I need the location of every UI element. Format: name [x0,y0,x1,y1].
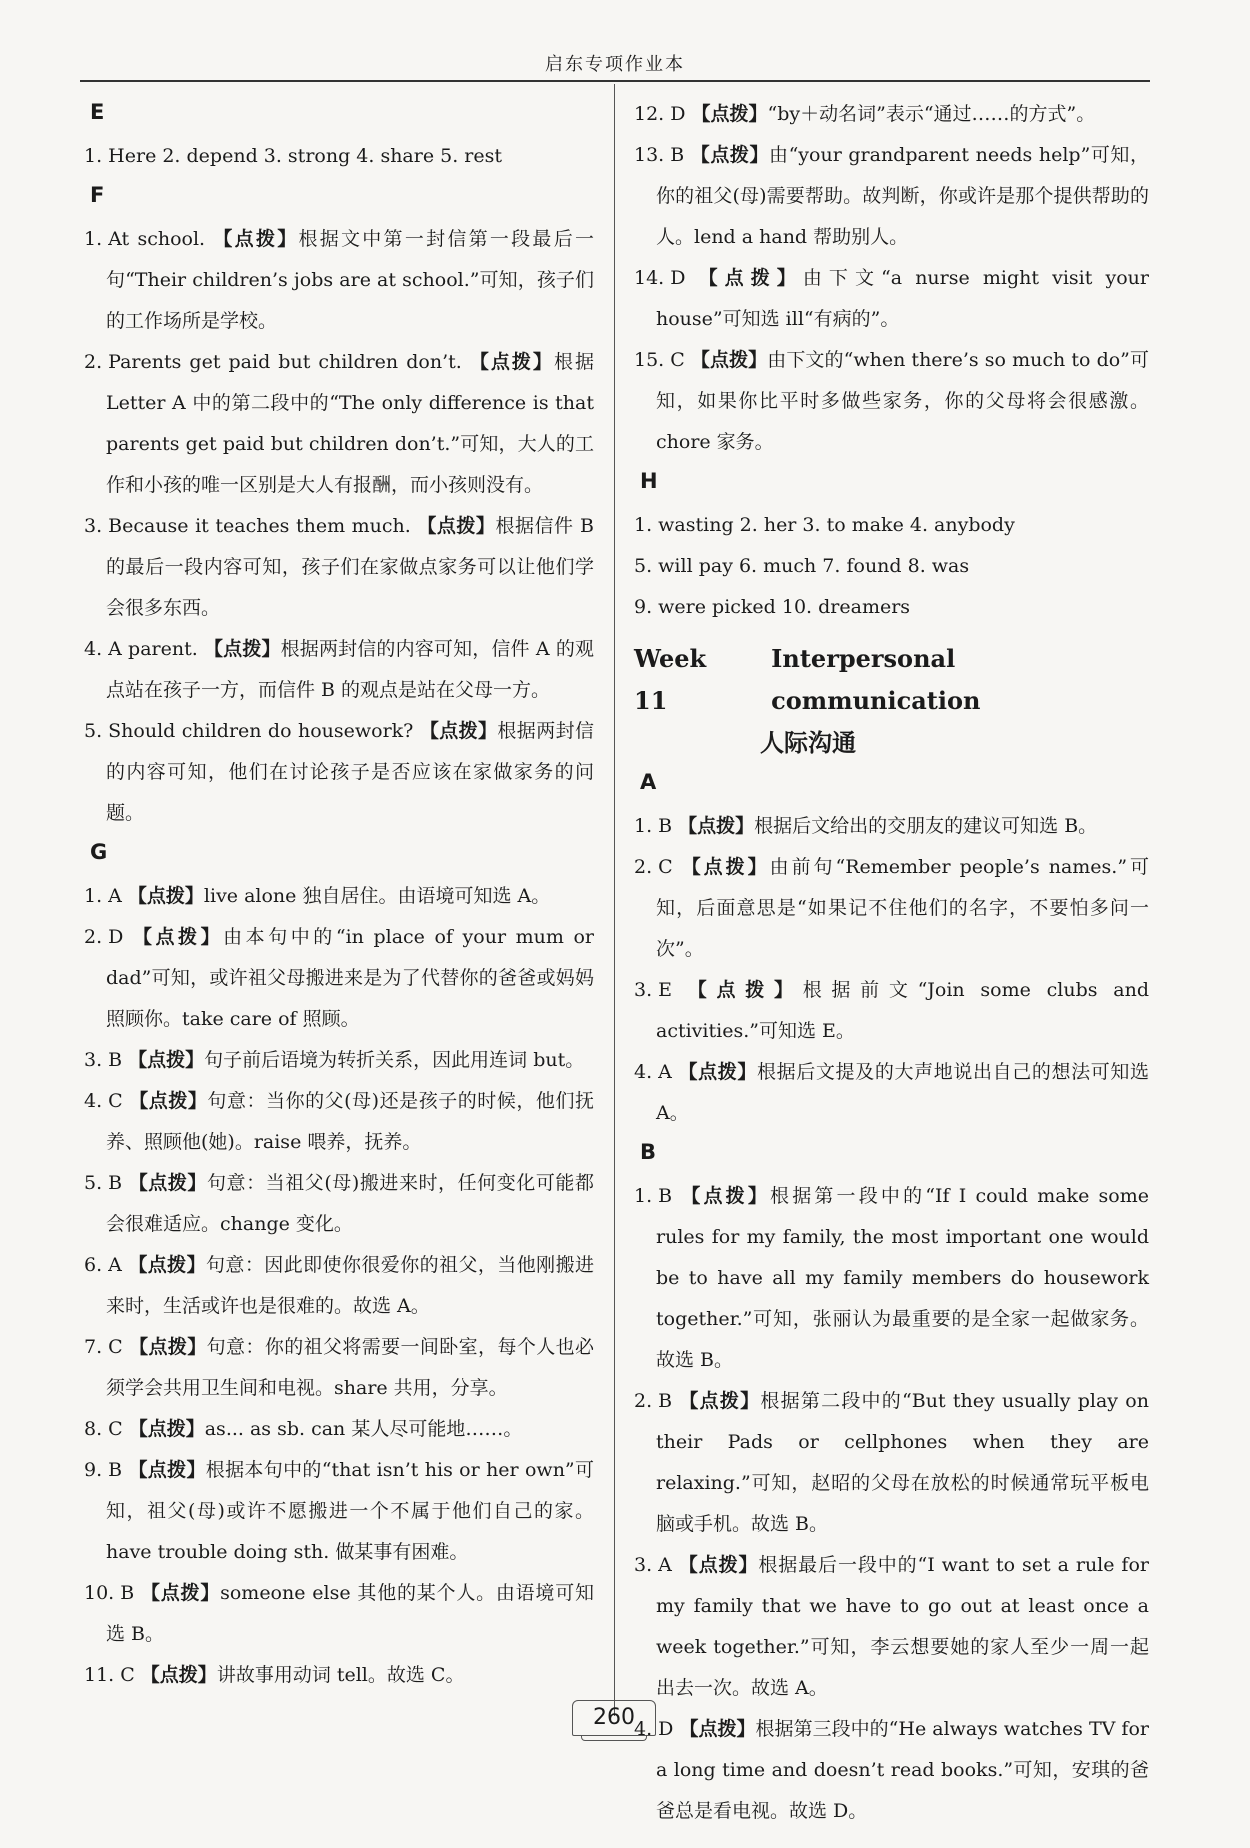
answer-number: 3. [634,979,653,1001]
hint-tag: 【点拨】 [204,638,281,660]
answer-number: 4. [84,638,103,660]
answer-item [84,1655,594,1696]
answer-explanation: 句意：你的祖父将需要一间卧室，每个人也必须学会共用卫生间和电视。share 共用，分享。 [106,1336,594,1399]
answer-item [634,806,1149,847]
hint-tag: 【点拨】 [469,351,554,373]
answer-explanation: 句意：当你的父(母)还是孩子的时候，他们抚养、照顾他(她)。raise 喂养，抚养。 [106,1090,594,1153]
answer-item [634,1381,1149,1545]
hint-tag: 【点拨】 [698,267,803,289]
answer-choice: B [658,1390,680,1412]
answer-choice: D [670,267,699,289]
answer-item [84,506,594,629]
answer-item [634,1545,1149,1709]
answer-explanation: live alone 独自居住。由语境可知选 A。 [203,885,551,907]
answer-item [84,711,594,834]
right-column [634,94,1149,1832]
answer-item [84,342,594,506]
answer-choice: A [658,1061,679,1083]
section-label-e: E [90,100,105,124]
answer-number: 14. [634,267,665,289]
answer-explanation: 句意：因此即使你很爱你的祖父，当他刚搬进来时，生活或许也是很难的。故选 A。 [106,1254,594,1317]
hint-tag: 【点拨】 [132,926,224,948]
answer-choice: C [108,1418,129,1440]
section-label-g: G [90,840,108,864]
answer-item [634,847,1149,970]
answer-explanation: 根据第一段中的“If I could make some rules for my family, the most important one would be to have all my family members do housework together.”可知，张丽认为最重要的是全家一起做家务。故选 B。 [656,1185,1149,1371]
section-b-list [634,1176,1149,1832]
answer-choice: Parents get paid but children don’t. [108,351,470,373]
answer-number: 13. [634,144,665,166]
answer-choice: A parent. [108,638,204,660]
answer-number: 5. [84,1172,103,1194]
answer-choice: B [658,1185,682,1207]
section-h-line-1: 1. wasting 2. her 3. to make 4. anybody [634,514,1015,536]
answer-number: 12. [634,103,665,125]
header-title: 启东专项作业本 [545,54,685,75]
answer-item [634,340,1149,463]
hint-tag: 【点拨】 [687,979,803,1001]
answer-item [84,917,594,1040]
answer-choice: C [670,349,691,371]
answer-item [84,1163,594,1245]
answer-number: 1. [634,815,653,837]
answer-item [84,219,594,342]
answer-item [84,876,594,917]
answer-item [84,1040,594,1081]
week-title: Interpersonal communication [771,644,981,715]
answer-number: 7. [84,1336,103,1358]
answer-number: 2. [84,351,103,373]
answer-number: 1. [84,228,103,250]
answer-number: 2. [84,926,103,948]
hint-tag: 【点拨】 [678,1554,759,1576]
section-g-continued-list [634,94,1149,463]
answer-item [634,135,1149,258]
section-h-line-2: 5. will pay 6. much 7. found 8. was [634,555,970,577]
answer-explanation: 句意：当祖父(母)搬进来时，任何变化可能都会很难适应。change 变化。 [106,1172,594,1235]
answer-number: 9. [84,1459,103,1481]
answer-number: 4. [634,1718,653,1740]
answer-explanation: 由“your grandparent needs help”可知，你的祖父(母)需要帮助。故判断，你或许是那个提供帮助的人。lend a hand 帮助别人。 [656,144,1149,248]
answer-explanation: 根据文中第一封信第一段最后一句“Their children’s jobs are at school.”可知，孩子们的工作场所是学校。 [106,228,594,332]
answer-choice: Should children do housework? [108,720,420,742]
answer-item [84,1573,594,1655]
answer-choice: Because it teaches them much. [108,515,418,537]
answer-number: 3. [634,1554,653,1576]
answer-item [634,1176,1149,1381]
hint-tag: 【点拨】 [679,1390,761,1412]
answer-number: 1. [634,1185,653,1207]
answer-item [84,1081,594,1163]
hint-tag: 【点拨】 [128,1172,207,1194]
answer-choice: B [108,1049,129,1071]
answer-explanation: 根据前文“Join some clubs and activities.”可知选 E。 [656,979,1149,1042]
answer-choice: C [108,1090,130,1112]
answer-choice: At school. [108,228,214,250]
answer-explanation: 根据 Letter A 中的第二段中的“The only difference is that parents get paid but children don’t.”可知，大人的工作和小孩的唯一区别是大人有报酬，而小孩则没有。 [106,351,594,496]
section-label-h: H [640,469,658,493]
answer-choice: B [108,1459,129,1481]
hint-tag: 【点拨】 [129,1336,207,1358]
section-g-list [84,876,594,1696]
answer-choice: D [670,103,692,125]
answer-explanation: 由下文的“when there’s so much to do”可知，如果你比平时多做些家务，你的父母将会很感激。chore 家务。 [656,349,1149,453]
section-e-answers: 1. Here 2. depend 3. strong 4. share 5. rest [84,145,503,167]
hint-tag: 【点拨】 [419,720,498,742]
hint-tag: 【点拨】 [141,1582,221,1604]
answer-explanation: 句子前后语境为转折关系，因此用连词 but。 [204,1049,585,1071]
answer-number: 1. [84,885,103,907]
answer-explanation: 根据后文提及的大声地说出自己的想法可知选 A。 [656,1061,1149,1124]
hint-tag: 【点拨】 [681,1185,771,1207]
section-label-f: F [90,183,105,207]
week-heading [634,638,1149,764]
answer-explanation: 根据两封信的内容可知，他们在讨论孩子是否应该在家做家务的问题。 [106,720,594,824]
answer-item [84,1409,594,1450]
hint-tag: 【点拨】 [128,1254,207,1276]
answer-choice: A [108,885,128,907]
answer-explanation: 根据本句中的“that isn’t his or her own”可知，祖父(母)或许不愿搬进一个不属于他们自己的家。have trouble doing sth. 做某事有困难。 [106,1459,594,1563]
answer-explanation: 根据最后一段中的“I want to set a rule for my family that we have to go out at least once a week together.”可知，李云想要她的家人至少一周一起出去一次。故选 A。 [656,1554,1149,1699]
answer-choice: D [658,1718,680,1740]
answer-number: 15. [634,349,665,371]
answer-number: 3. [84,515,103,537]
answer-explanation: 由下文“a nurse might visit your house”可知选 ill“有病的”。 [656,267,1149,330]
answer-choice: B [658,815,679,837]
answer-explanation: 根据两封信的内容可知，信件 A 的观点站在孩子一方，而信件 B 的观点是站在父母一方。 [106,638,594,701]
hint-tag: 【点拨】 [128,1418,205,1440]
week-number: Week 11 [634,644,707,715]
answer-explanation: 根据第三段中的“He always watches TV for a long time and doesn’t read books.”可知，安琪的爸爸总是看电视。故选 D。 [656,1718,1149,1822]
hint-tag: 【点拨】 [690,349,768,371]
answer-choice: A [658,1554,679,1576]
hint-tag: 【点拨】 [679,1718,756,1740]
hint-tag: 【点拨】 [128,1459,206,1481]
answer-choice: B [108,1172,129,1194]
answer-item [634,1709,1149,1832]
hint-tag: 【点拨】 [417,515,496,537]
hint-tag: 【点拨】 [678,815,755,837]
answer-item [634,94,1149,135]
hint-tag: 【点拨】 [691,103,768,125]
hint-tag: 【点拨】 [129,1090,208,1112]
answer-explanation: “by＋动名词”表示“通过……的方式”。 [767,103,1096,125]
answer-choice: C [658,856,682,878]
answer-number: 3. [84,1049,103,1071]
answer-choice: E [658,979,688,1001]
answer-number: 5. [84,720,103,742]
answer-number: 4. [634,1061,653,1083]
answer-item [84,1245,594,1327]
section-a-list [634,806,1149,1134]
answer-explanation: 根据信件 B 的最后一段内容可知，孩子们在家做点家务可以让他们学会很多东西。 [106,515,594,619]
column-divider [614,84,615,1716]
answer-explanation: someone else 其他的某个人。由语境可知选 B。 [106,1582,594,1645]
hint-tag: 【点拨】 [678,1061,758,1083]
answer-item [634,1052,1149,1134]
page-header [80,48,1150,82]
answer-number: 6. [84,1254,103,1276]
section-label-b: B [640,1140,657,1164]
answer-number: 4. [84,1090,103,1112]
page-number: 260 [572,1700,656,1736]
hint-tag: 【点拨】 [128,1049,205,1071]
answer-number: 11. [84,1664,115,1686]
section-f-list [84,219,594,834]
hint-tag: 【点拨】 [127,885,204,907]
hint-tag: 【点拨】 [140,1664,217,1686]
answer-item [634,970,1149,1052]
answer-explanation: 根据第二段中的“But they usually play on their Pads or cellphones when they are relaxing.”可知，赵昭的父母在放松的时候通常玩平板电脑或手机。故选 B。 [656,1390,1149,1535]
answer-item [634,258,1149,340]
answer-number: 10. [84,1582,115,1604]
answer-choice: D [108,926,133,948]
answer-explanation: as... as sb. can 某人尽可能地……。 [204,1418,523,1440]
week-subtitle: 人际沟通 [760,728,856,757]
hint-tag: 【点拨】 [681,856,770,878]
left-column [84,94,594,1696]
section-h-line-3: 9. were picked 10. dreamers [634,596,911,618]
hint-tag: 【点拨】 [213,228,299,250]
answer-explanation: 讲故事用动词 tell。故选 C。 [216,1664,465,1686]
answer-item [84,1327,594,1409]
answer-choice: B [120,1582,141,1604]
section-label-a: A [640,770,657,794]
answer-explanation: 由本句中的“in place of your mum or dad”可知，或许祖父母搬进来是为了代替你的爸爸或妈妈照顾你。take care of 照顾。 [106,926,594,1030]
answer-number: 2. [634,856,653,878]
answer-item [84,1450,594,1573]
hint-tag: 【点拨】 [690,144,770,166]
answer-explanation: 根据后文给出的交朋友的建议可知选 B。 [754,815,1098,837]
answer-choice: A [108,1254,129,1276]
answer-number: 2. [634,1390,653,1412]
answer-number: 8. [84,1418,103,1440]
answer-choice: C [120,1664,141,1686]
answer-item [84,629,594,711]
answer-choice: B [670,144,691,166]
answer-choice: C [108,1336,130,1358]
answer-explanation: 由前句“Remember people’s names.”可知，后面意思是“如果记不住他们的名字，不要怕多问一次”。 [656,856,1150,960]
